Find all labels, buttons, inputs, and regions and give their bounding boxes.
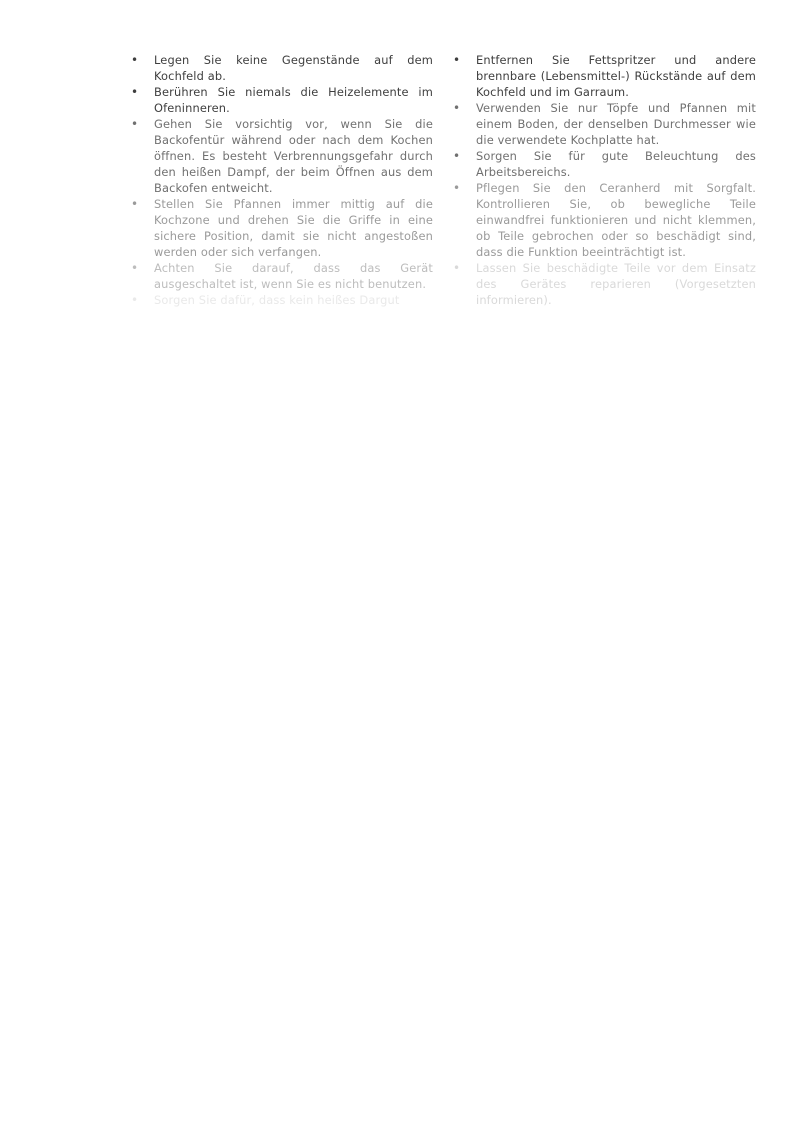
left-safety-list: • Legen Sie keine Gegenstände auf dem Kochfeld ab. • Berühren Sie niemals die Heizelemente im Ofeninneren. • Gehen Sie vorsichtig vor, wenn Sie die Backofentür während oder nach dem Kochen öffnen. Es besteht Verbrennungsgefahr durch den heißen Dampf, der beim Öffnen aus dem Backofen entweicht. • Stellen Sie Pfannen immer mittig auf die Kochzone und drehen Sie die Griffe in eine sichere Position, damit sie nicht angestoßen werden oder sich verfangen. • Achten Sie darauf, dass das Gerät ausgeschaltet ist, wenn Sie es nicht benutzen. • Sorgen Sie dafür, dass kein heißes Dargut	[131, 53, 433, 307]
list-item-text: Legen Sie keine Gegenstände auf dem Kochfeld ab.	[154, 53, 433, 83]
list-item	[130, 196, 433, 259]
list-item-text: Stellen Sie Pfannen immer mittig auf die Kochzone und drehen Sie die Griffe in eine sichere Position, damit sie nicht angestoßen werden oder sich verfangen.	[154, 197, 433, 259]
list-item	[130, 52, 433, 84]
right-safety-list: • Entfernen Sie Fettspritzer und andere brennbare (Lebensmittel-) Rückstände auf dem Kochfeld und im Garraum. • Verwenden Sie nur Töpfe und Pfannen mit einem Boden, der denselben Durchmesser wie die verwendete Kochplatte hat. • Sorgen Sie für gute Beleuchtung des Arbeitsbereichs. • Pflegen Sie den Ceranherd mit Sorgfalt. Kontrollieren Sie, ob bewegliche Teile einwandfrei funktionieren und nicht klemmen, ob Teile gebrochen oder so beschädigt sind, dass die Funktion beeinträchtigt ist. • Lassen Sie beschädigte Teile vor dem Einsatz des Gerätes reparieren (Vorgesetzten informieren).	[453, 53, 756, 307]
bullet-icon: •	[131, 117, 139, 131]
list-item-text: Lassen Sie beschädigte Teile vor dem Einsatz des Gerätes reparieren (Vorgesetzten informieren).	[476, 261, 756, 307]
list-item-text: Pflegen Sie den Ceranherd mit Sorgfalt. Kontrollieren Sie, ob bewegliche Teile einwandfrei funktionieren und nicht klemmen, ob Teile gebrochen oder so beschädigt sind, dass die Funktion beeinträchtigt ist.	[476, 181, 756, 259]
list-item: • Pflegen Sie den Ceranherd mit Sorgfalt. Kontrollieren Sie, ob bewegliche Teile einwandfrei funktionieren und nicht klemmen, ob Teile gebrochen oder so beschädigt sind, dass die Funktion beeinträchtigt ist.	[453, 181, 756, 259]
bullet-icon: •	[131, 53, 139, 67]
list-item	[130, 84, 433, 116]
bullet-icon: •	[131, 85, 139, 99]
list-item	[130, 116, 433, 196]
list-item-text: Berühren Sie niemals die Heizelemente im Ofeninneren.	[154, 85, 433, 115]
list-item	[452, 260, 756, 308]
bullet-icon: •	[453, 261, 461, 275]
list-item-text: Gehen Sie vorsichtig vor, wenn Sie die Backofentür während oder nach dem Kochen öffnen. Es besteht Verbrennungsgefahr durch den heißen Dampf, der beim Öffnen aus dem Backofen entweicht.	[154, 117, 433, 195]
bullet-icon: •	[131, 197, 139, 211]
